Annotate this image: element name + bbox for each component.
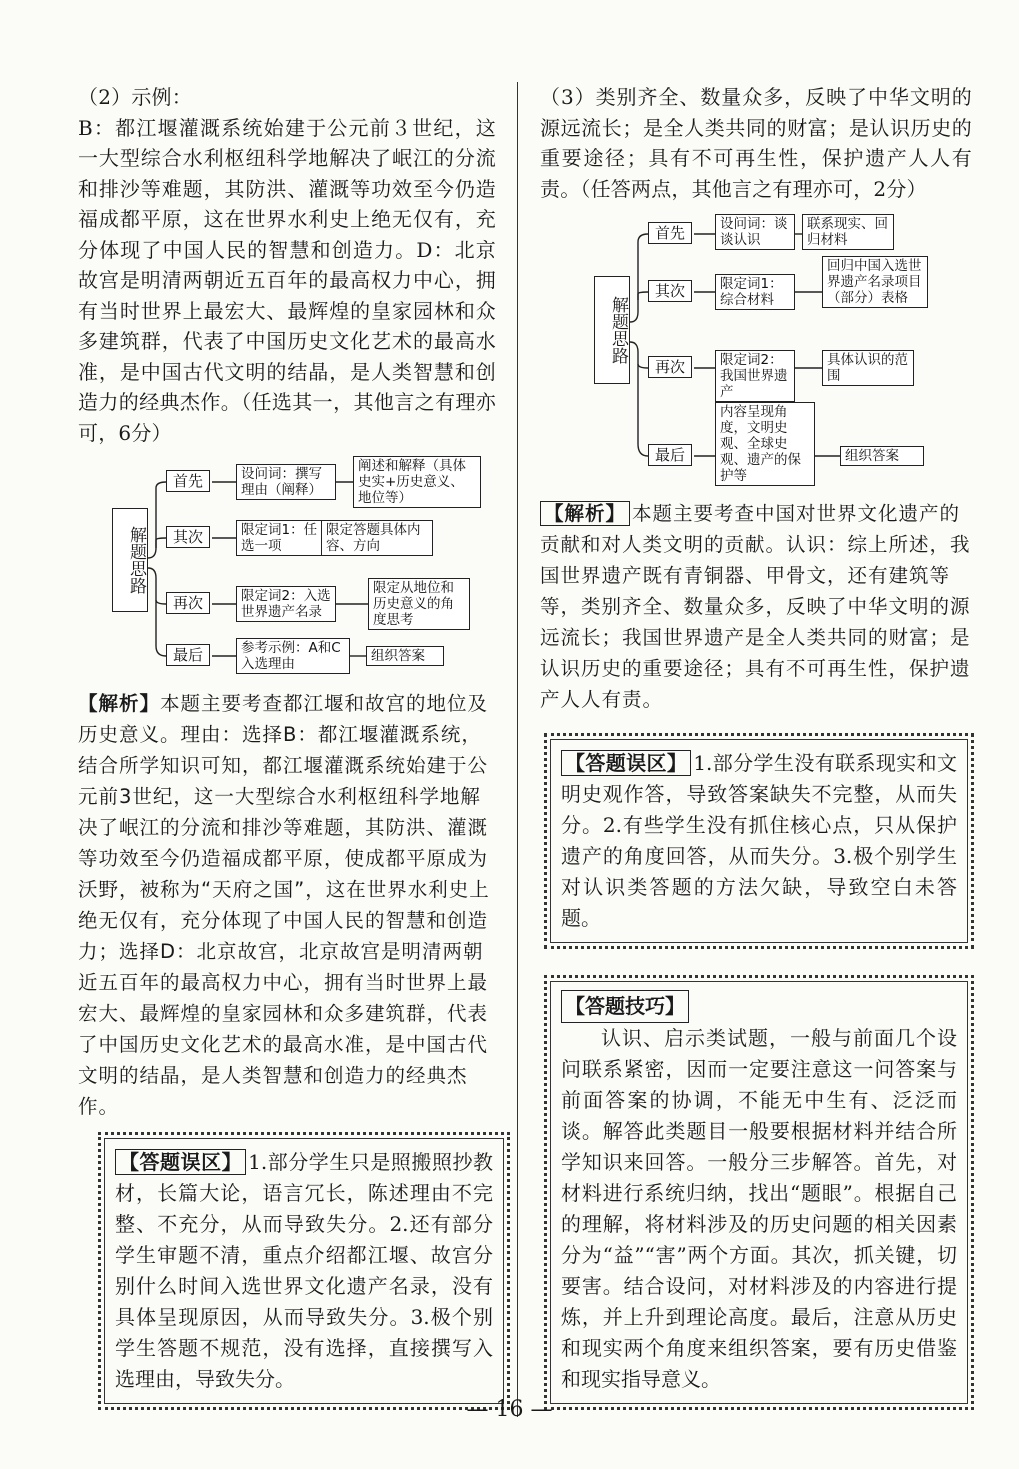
left-error-body: 1.部分学生只是照搬照抄教材，长篇大论，语言冗长，陈述理由不完整、不充分，从而导致失分。2.还有部分学生审题不清，重点介绍都江堰、故宫分别什么时间入选世界文化遗产名录，没有具体呈现原因，从而导致失分。3.极个别学生答题不规范，没有选择，直接撰写入选理由，导致失分。 <box>115 1150 494 1391</box>
example-answer <box>78 82 496 448</box>
mindmap-right-end-1: 联系现实、回归材料 <box>802 214 894 250</box>
right-error-body: 1.部分学生没有联系现实和文明史观作答，导致答案缺失不完整，从而失分。2.有些学生没有抓住核心点，只从保护遗产的角度回答，从而失分。3.极个别学生对认识类答题的方法欠缺，导致空白未答题。 <box>561 751 957 930</box>
mindmap-right-end-2: 回归中国入选世界遗产名录项目（部分）表格 <box>822 256 928 308</box>
right-tips-box <box>544 975 974 1410</box>
mindmap-right-mid-1: 设问词：谈谈认识 <box>715 214 795 250</box>
example-label: （2）示例： <box>78 85 192 109</box>
right-tips-body: 认识、启示类试题，一般与前面几个设问联系紧密，因而一定要注意这一问答案与前面答案的协调，不能无中生有、泛泛而谈。解答此类题目一般要根据材料并结合所学知识来回答。一般分三步解答。首先，对材料进行系统归纳，找出“题眼”。根据自己的理解，将材料涉及的历史问题的相关因素分为“益”“害”两个方面。其次，抓关键，切要害。结合设问，对材料涉及的内容进行提炼，并上升到理论高度。最后，注意从历史和现实两个角度来组织答案，要有历史借鉴和现实指导意义。 <box>561 1026 957 1391</box>
left-analysis <box>78 688 496 1122</box>
mindmap-left-end-4: 组织答案 <box>366 646 444 666</box>
mindmap-left-end-1: 阐述和解释（具体史实+历史意义、地位等） <box>353 456 481 508</box>
right-analysis <box>540 498 972 715</box>
mindmap-right-mid-3: 限定词2：我国世界遗产 <box>715 350 795 402</box>
mindmap-left-end-3: 限定从地位和历史意义的角度思考 <box>368 578 470 630</box>
mindmap-left-step-4: 最后 <box>166 644 210 666</box>
mindmap-left-step-3: 再次 <box>166 592 210 614</box>
mindmap-left-step-1: 首先 <box>166 470 210 492</box>
mindmap-right-mid-4: 内容呈现角度，文明史观、全球史观、遗产的保护等 <box>715 402 815 486</box>
page-number: — 16 — <box>466 1397 553 1422</box>
mindmap-left-step-2: 其次 <box>166 526 210 548</box>
mindmap-left-mid-1: 设问词：撰写理由（阐释） <box>236 464 336 500</box>
mindmap-right <box>540 212 972 490</box>
mindmap-left <box>78 458 496 680</box>
right-error-box <box>544 733 974 949</box>
mindmap-right-step-2: 其次 <box>648 280 692 302</box>
mindmap-right-step-4: 最后 <box>648 444 692 466</box>
mindmap-left-end-2: 限定答题具体内容、方向 <box>321 520 433 556</box>
example-body: B：都江堰灌溉系统始建于公元前３世纪，这一大型综合水利枢纽科学地解决了岷江的分流和排沙等难题，其防洪、灌溉等功效至今仍造福成都平原，这在世界水利史上绝无仅有，充分体现了中国人民的智慧和创造力。D：北京故宫是明清两朝近五百年的最高权力中心，拥有当时世界上最宏大、最辉煌的皇家园林和众多建筑群，代表了中国历史文化艺术的最高水准，是中国古代文明的结晶，是人类智慧和创造力的经典杰作。（任选其一，其他言之有理亦可，6分） <box>78 115 496 445</box>
answer-3: （3）类别齐全、数量众多，反映了中华文明的源远流长；是全人类共同的财富；是认识历史的重要途径；具有不可再生性，保护遗产人人有责。（任答两点，其他言之有理亦可，2分） <box>540 85 972 201</box>
mindmap-right-mid-2: 限定词1：综合材料 <box>715 274 795 310</box>
left-column <box>78 82 496 1410</box>
mindmap-right-step-3: 再次 <box>648 356 692 378</box>
right-error-tag: 【答题误区】 <box>561 750 691 776</box>
mindmap-left-mid-2: 限定词1：任选一项 <box>236 520 328 556</box>
left-analysis-body: 本题主要考查都江堰和故宫的地位及历史意义。理由：选择B：都江堰灌溉系统，结合所学知识可知，都江堰灌溉系统始建于公元前3世纪，这一大型综合水利枢纽科学地解决了岷江的分流和排沙等难题，其防洪、灌溉等功效至今仍造福成都平原，使成都平原成为沃野，被称为“天府之国”，这在世界水利史上绝无仅有，充分体现了中国人民的智慧和创造力；选择D：北京故宫，北京故宫是明清两朝近五百年的最高权力中心，拥有当时世界上最宏大、最辉煌的皇家园林和众多建筑群，代表了中国历史文化艺术的最高水准，是中国古代文明的结晶，是人类智慧和创造力的经典杰作。 <box>78 692 490 1118</box>
right-tips-tag: 【答题技巧】 <box>561 990 689 1023</box>
right-column <box>540 82 972 1410</box>
mindmap-right-end-4: 组织答案 <box>840 446 924 466</box>
right-analysis-tag: 【解析】 <box>540 501 630 526</box>
mindmap-left-mid-4: 参考示例：A和C入选理由 <box>236 638 350 674</box>
mindmap-right-end-3: 具体认识的范围 <box>822 350 914 386</box>
column-divider <box>517 82 518 1417</box>
mindmap-right-step-1: 首先 <box>648 222 692 244</box>
left-error-tag: 【答题误区】 <box>115 1149 246 1175</box>
left-analysis-tag: 【解析】 <box>78 692 161 715</box>
left-error-box <box>98 1132 510 1410</box>
mindmap-left-mid-3: 限定词2：入选世界遗产名录 <box>236 586 336 622</box>
mindmap-right-root: 解题思路 <box>594 276 630 384</box>
right-analysis-body: 本题主要考查中国对世界文化遗产的贡献和对人类文明的贡献。认识：综上所述，我国世界遗产既有青铜器、甲骨文，还有建筑等等，类别齐全、数量众多，反映了中华文明的源远流长；我国世界遗产是全人类共同的财富；是认识历史的重要途径；具有不可再生性，保护遗产人人有责。 <box>540 502 971 711</box>
mindmap-left-root: 解题思路 <box>112 508 148 612</box>
